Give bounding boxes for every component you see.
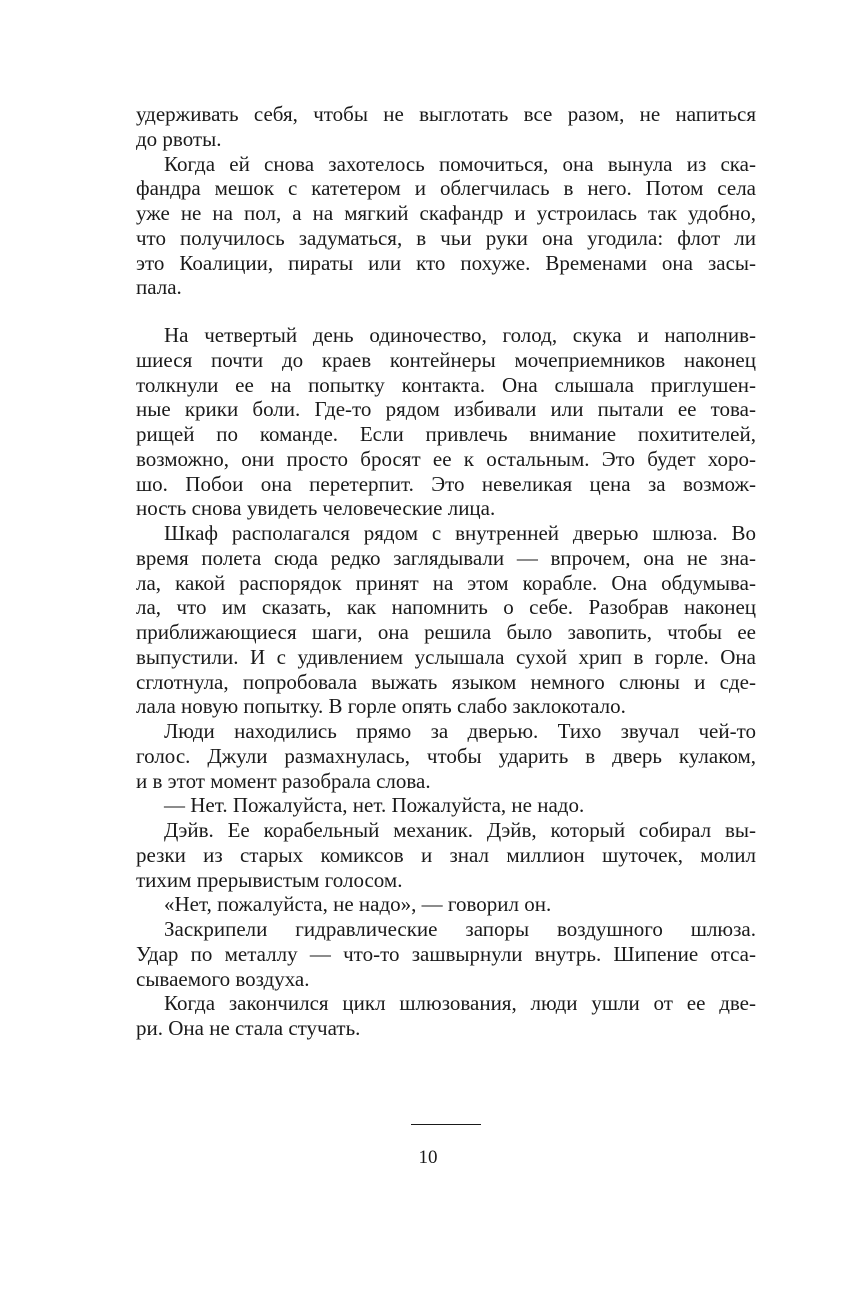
text-line: удерживать себя, чтобы не выглотать все разом, не напиться xyxy=(136,102,756,126)
paragraph xyxy=(136,793,756,818)
text-line: ла, какой распорядок принят на этом корабле. Она обдумыва- xyxy=(136,570,756,595)
page-text xyxy=(136,102,756,1041)
text-line: рищей по команде. Если привлечь внимание похитителей, xyxy=(136,422,756,446)
text-line: что получилось задуматься, в чьи руки она угодила: флот ли xyxy=(136,225,756,250)
paragraph xyxy=(136,521,756,719)
text-line: Люди находились прямо за дверью. Тихо звучал чей-то xyxy=(164,719,756,743)
text-line: — Нет. Пожалуйста, нет. Пожалуйста, не надо. xyxy=(164,793,585,818)
paragraph xyxy=(136,152,756,301)
text-line: ри. Она не стала стучать. xyxy=(136,1016,361,1040)
text-line: сываемого воздуха. xyxy=(136,966,310,991)
text-line: ность снова увидеть человеческие лица. xyxy=(136,496,496,521)
paragraph xyxy=(136,719,756,793)
section-break xyxy=(136,300,756,323)
page-number: 10 xyxy=(418,1147,438,1168)
paragraph xyxy=(136,818,756,892)
text-line: сглотнула, попробовала выжать языком немного слюны и сде- xyxy=(136,669,756,694)
text-line: лала новую попытку. В горле опять слабо заклокотало. xyxy=(136,694,626,719)
text-line: голос. Джули размахнулась, чтобы ударить в дверь кулаком, xyxy=(136,743,756,768)
text-line: резки из старых комиксов и знал миллион шуточек, молил xyxy=(136,842,756,867)
text-line: Шкаф располагался рядом с внутренней дверью шлюза. Во xyxy=(164,521,756,545)
text-line: толкнули ее на попытку контакта. Она слышала приглушен- xyxy=(136,372,756,397)
text-line: уже не на пол, а на мягкий скафандр и устроилась так удобно, xyxy=(136,201,756,225)
text-line: время полета сюда редко заглядывали — впрочем, она не зна- xyxy=(136,545,756,570)
text-line: «Нет, пожалуйста, не надо», — говорил он. xyxy=(164,892,552,917)
text-line: пала. xyxy=(136,275,182,300)
text-line: это Коалиции, пираты или кто похуже. Временами она засы- xyxy=(136,250,756,275)
text-line: приближающиеся шаги, она решила было завопить, чтобы ее xyxy=(136,620,756,644)
paragraph xyxy=(136,917,756,991)
paragraph xyxy=(136,892,756,917)
text-line: и в этот момент разобрала слова. xyxy=(136,768,431,793)
text-line: выпустили. И с удивлением услышала сухой хрип в горле. Она xyxy=(136,644,756,669)
text-line: шиеся почти до краев контейнеры мочеприемников наконец xyxy=(136,347,756,372)
paragraph xyxy=(136,323,756,521)
text-line: Заскрипели гидравлические запоры воздушного шлюза. xyxy=(164,917,756,941)
text-line: тихим прерывистым голосом. xyxy=(136,867,403,892)
text-line: возможно, они просто бросят ее к остальным. Это будет хоро- xyxy=(136,446,756,471)
text-line: до рвоты. xyxy=(136,126,222,151)
paragraph xyxy=(136,102,756,152)
text-line: Дэйв. Ее корабельный механик. Дэйв, который собирал вы- xyxy=(164,818,756,842)
text-line: ла, что им сказать, как напомнить о себе. Разобрав наконец xyxy=(136,595,756,620)
text-line: ные крики боли. Где-то рядом избивали или пытали ее това- xyxy=(136,397,756,422)
text-line: Когда закончился цикл шлюзования, люди ушли от ее две- xyxy=(164,991,756,1016)
footer-rule xyxy=(411,1124,481,1125)
text-line: Когда ей снова захотелось помочиться, она вынула из ска- xyxy=(164,151,756,176)
text-line: Удар по металлу — что-то зашвырнули внутрь. Шипение отса- xyxy=(136,941,756,966)
text-line: шо. Побои она перетерпит. Это невеликая цена за возмож- xyxy=(136,471,756,496)
text-line: На четвертый день одиночество, голод, скука и наполнив- xyxy=(164,323,756,347)
text-line: фандра мешок с катетером и облегчилась в него. Потом села xyxy=(136,176,756,201)
paragraph xyxy=(136,991,756,1041)
